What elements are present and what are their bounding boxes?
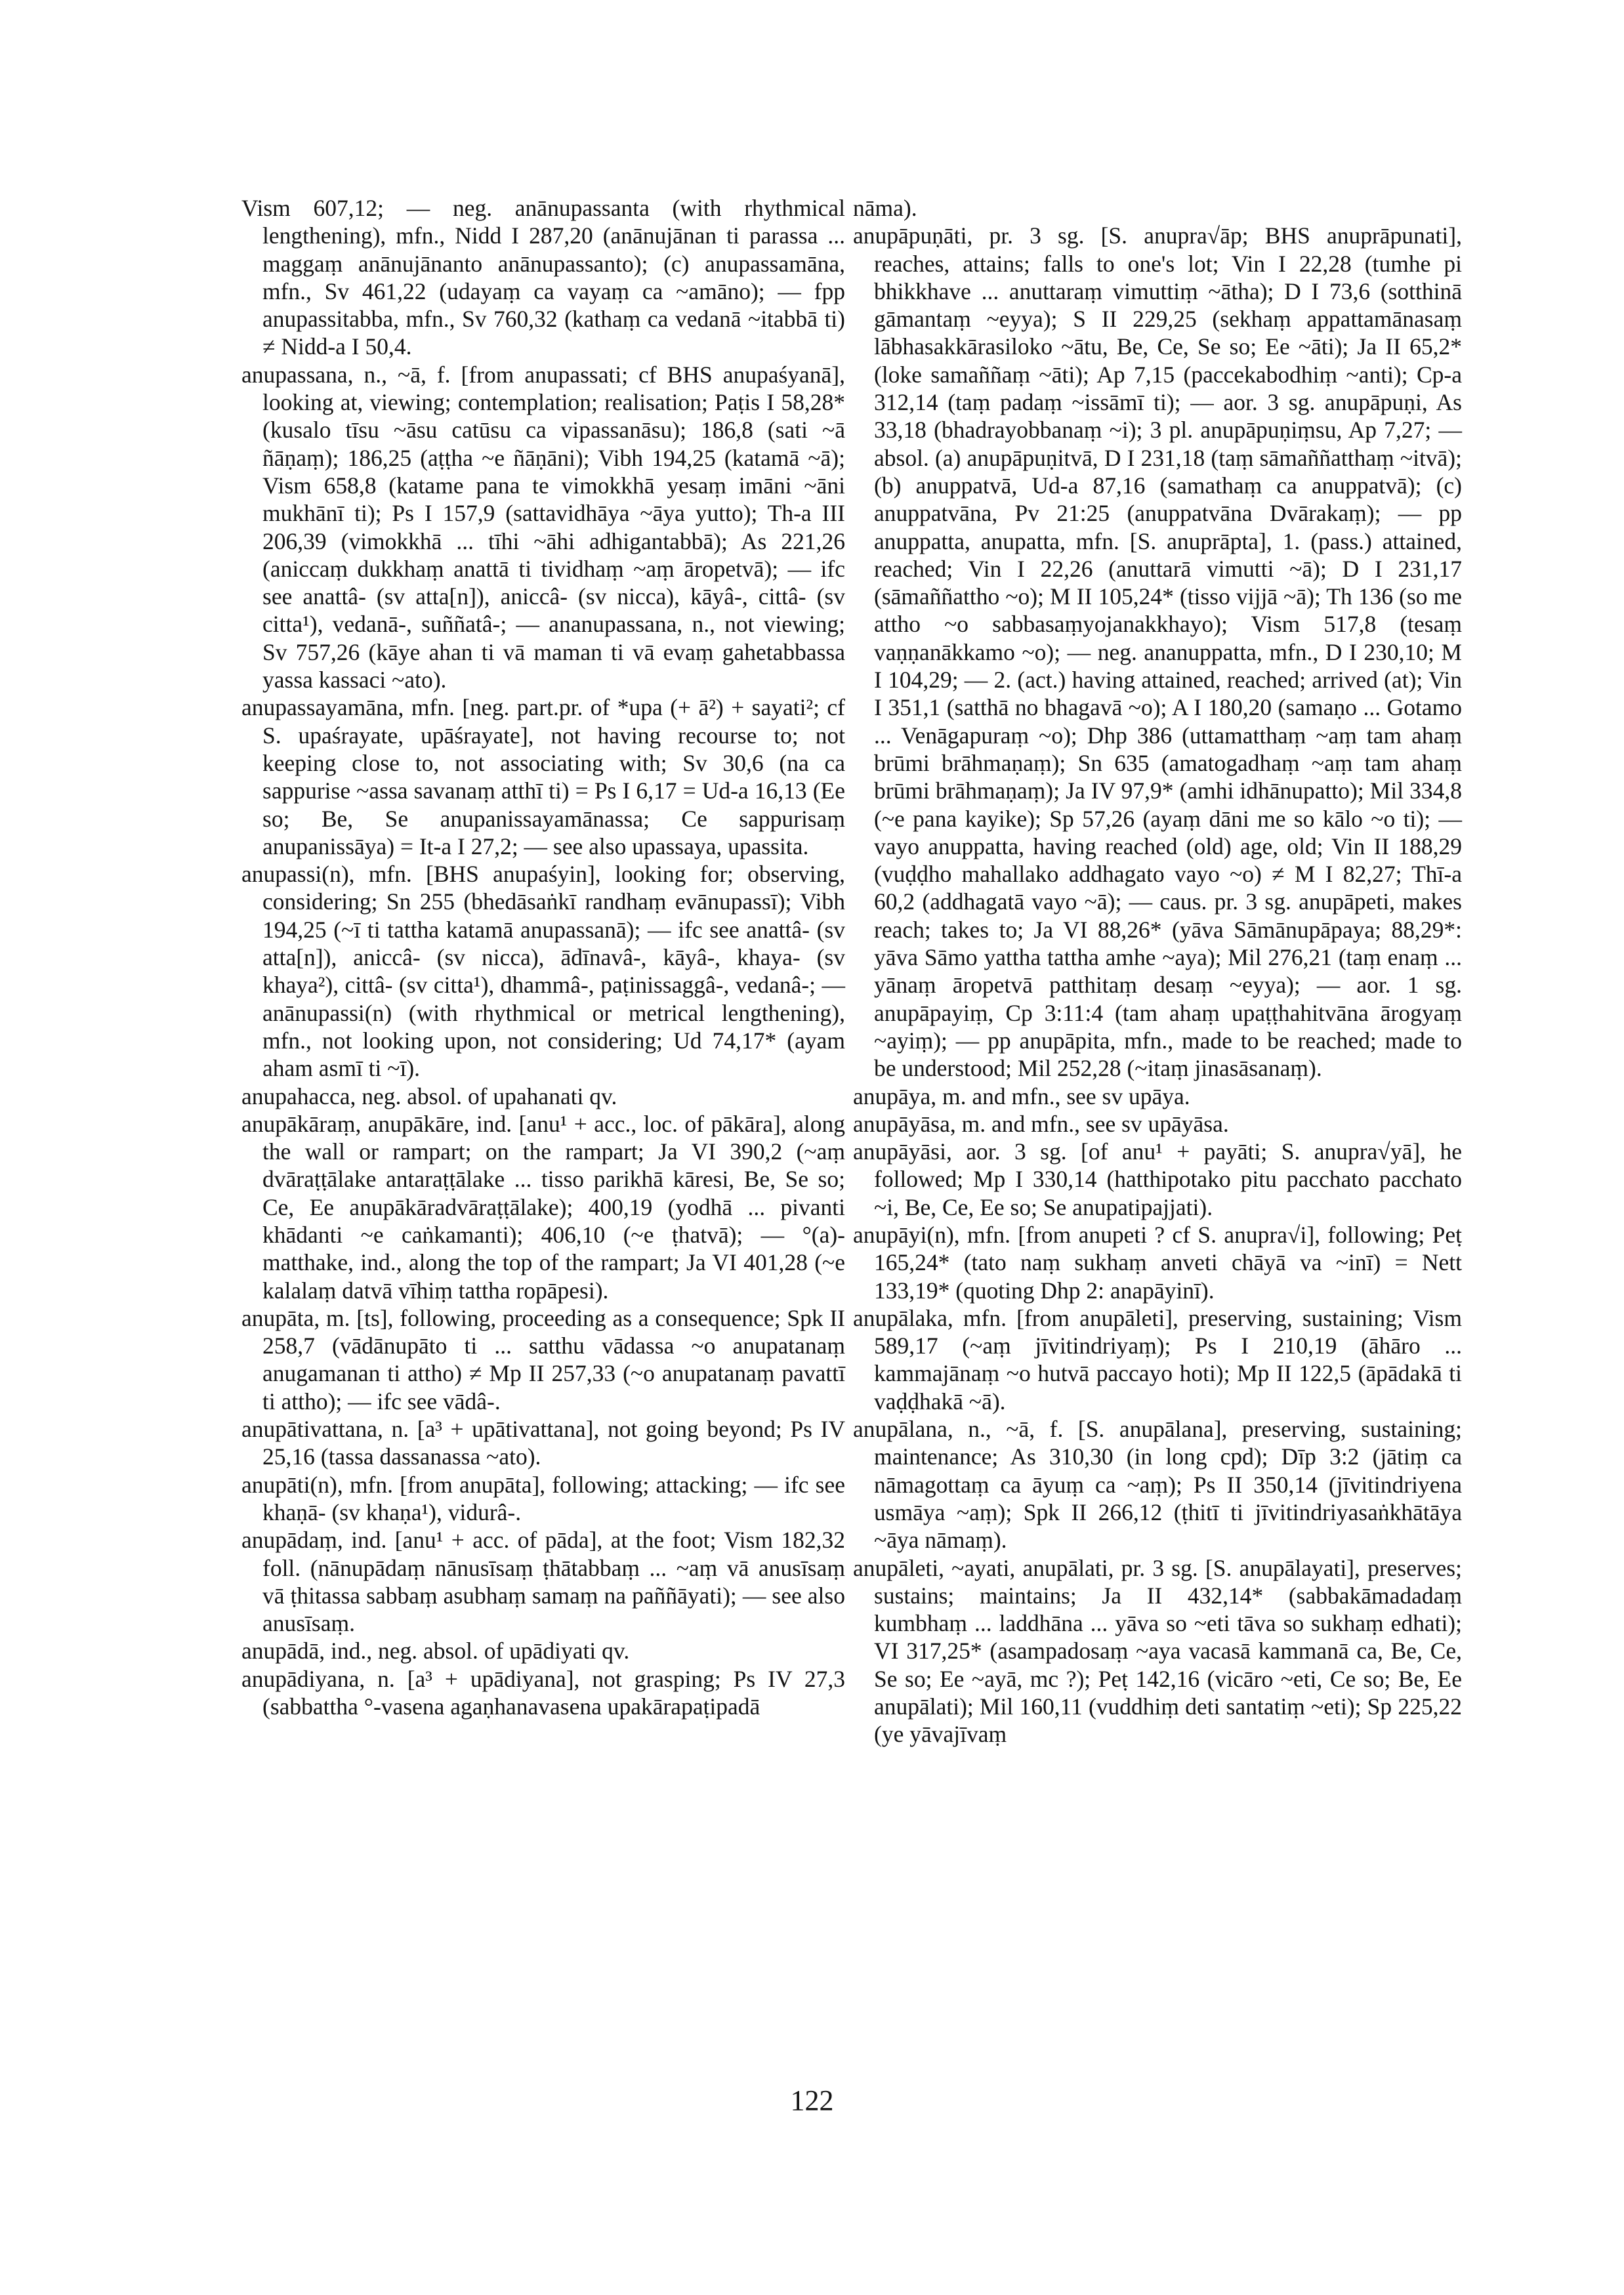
dictionary-entry: anupāta, m. [ts], following, proceeding as a consequence; Spk II 258,7 (vādānupāto ti ... satthu vādassa ~o anupatanaṃ anugamanan ti attho) ≠ Mp II 257,33 (~o anupatanaṃ pavattī ti attho); — ifc see vādâ-. bbox=[241, 1304, 845, 1415]
dictionary-entry: anupādiyana, n. [a³ + upādiyana], not grasping; Ps IV 27,3 (sabbattha °-vasena agaṇhanavasena upakārapaṭipadā bbox=[241, 1665, 845, 1720]
dictionary-entry: anupassana, n., ~ā, f. [from anupassati; cf BHS anupaśyanā], looking at, viewing; contemplation; realisation; Paṭis I 58,28* (kusalo tīsu ~āsu catūsu ca vipassanāsu); 186,8 (sati ~ā ñāṇaṃ); 186,25 (aṭṭha ~e ñāṇāni); Vibh 194,25 (katamā ~ā); Vism 658,8 (katame pana te vimokkhā yesaṃ imāni ~āni mukhānī ti); Ps I 157,9 (sattavidhāya ~āya yutto); Th-a III 206,39 (vimokkhā ... tīhi ~āhi adhigantabbā); As 221,26 (aniccaṃ dukkhaṃ anattā ti tividhaṃ ~aṃ āropetvā); — ifc see anattâ- (sv atta[n]), aniccâ- (sv nicca), kāyâ-, cittâ- (sv citta¹), vedanā-, suññatâ-; — ananupassana, n., not viewing; Sv 757,26 (kāye ahan ti vā maman ti vā evaṃ gahetabbassa yassa kassaci ~ato). bbox=[241, 361, 845, 693]
dictionary-entry: anupātivattana, n. [a³ + upātivattana], not going beyond; Ps IV 25,16 (tassa dassanassa ~ato). bbox=[241, 1416, 845, 1470]
dictionary-entry: anupākāraṃ, anupākāre, ind. [anu¹ + acc., loc. of pākāra], along the wall or rampart; on the rampart; Ja VI 390,2 (~aṃ dvāraṭṭālake antaraṭṭālake ... tisso parikhā kāresi, Be, Se so; Ce, Ee anupākāradvāraṭṭālake); 400,19 (yodhā ... pivanti khādanti ~e caṅkamanti); 406,10 (~e ṭhatvā); — °(a)-matthake, ind., along the top of the rampart; Ja VI 401,28 (~e kalalaṃ datvā vīhiṃ tattha ropāpesi). bbox=[241, 1110, 845, 1304]
dictionary-entry: anupāti(n), mfn. [from anupāta], following; attacking; — ifc see khaṇā- (sv khaṇa¹), vidurâ-. bbox=[241, 1471, 845, 1525]
dictionary-entry: anupahacca, neg. absol. of upahanati qv. bbox=[241, 1083, 617, 1109]
dictionary-entry: anupādā, ind., neg. absol. of upādiyati qv. bbox=[241, 1638, 630, 1664]
dictionary-entry: anupāpuṇāti, pr. 3 sg. [S. anupra√āp; BHS anuprāpunati], reaches, attains; falls to one's lot; Vin I 22,28 (tumhe pi bhikkhave ... anuttaraṃ vimuttiṃ ~ātha); D I 73,6 (sotthinā gāmantaṃ ~eyya); S II 229,25 (sekhaṃ appattamānasaṃ lābhasakkārasiloko ~ātu, Be, Ce, Se so; Ee ~āti); Ja II 65,2* (loke samaññaṃ ~āti); Ap 7,15 (paccekabodhiṃ ~anti); Cp-a 312,14 (taṃ padaṃ ~issāmī ti); — aor. 3 sg. anupāpuṇi, As 33,18 (bhadrayobbanaṃ ~i); 3 pl. anupāpuṇiṃsu, Ap 7,27; — absol. (a) anupāpuṇitvā, D I 231,18 (taṃ sāmaññatthaṃ ~itvā); (b) anuppatvā, Ud-a 87,16 (samathaṃ ca anuppatvā); (c) anuppatvāna, Pv 21:25 (anuppatvāna Dvārakaṃ); — pp anuppatta, anupatta, mfn. [S. anuprāpta], 1. (pass.) attained, reached; Vin I 22,26 (anuttarā vimutti ~ā); D I 231,17 (sāmaññattho ~o); M II 105,24* (tisso vijjā ~ā); Th 136 (so me attho ~o sabbasaṃyojanakkhayo); Vism 517,8 (tesaṃ vaṇṇanākkamo ~o); — neg. ananuppatta, mfn., D I 230,10; M I 104,29; — 2. (act.) having attained, reached; arrived (at); Vin I 351,1 (satthā no bhagavā ~o); A I 180,20 (samaṇo ... Gotamo ... Venāgapuraṃ ~o); Dhp 386 (uttamatthaṃ ~aṃ tam ahaṃ brūmi brāhmaṇaṃ); Sn 635 (amatogadhaṃ ~aṃ tam ahaṃ brūmi brāhmaṇaṃ); Ja IV 97,9* (amhi idhānupatto); Mil 334,8 (~e pana kayike); Sp 57,26 (ayaṃ dāni me so kālo ~o ti); — vayo anuppatta, having reached (old) age, old; Vin II 188,29 (vuḍḍho mahallako addhagato vayo ~o) ≠ M I 82,27; Thī-a 60,2 (addhagatā vayo ~ā); — caus. pr. 3 sg. anupāpeti, makes reach; takes to; Ja VI 88,26* (yāva Sāmānupāpaya; 88,29*: yāva Sāmo yattha tattha amhe ~aya); Mil 276,21 (taṃ enaṃ ... yānaṃ āropetvā patthitaṃ desaṃ ~eyya); — aor. 1 sg. anupāpayiṃ, Cp 3:11:4 (tam ahaṃ upaṭṭhahitvāna ārogyaṃ ~ayiṃ); — pp anupāpita, mfn., made to be reached; made to be understood; Mil 252,28 (~itaṃ jinasāsanaṃ). bbox=[853, 222, 1462, 1082]
dictionary-entry: anupādaṃ, ind. [anu¹ + acc. of pāda], at the foot; Vism 182,32 foll. (nānupādaṃ nānusīsaṃ ṭhātabbaṃ ... ~aṃ vā anusīsaṃ vā ṭhitassa sabbaṃ asubhaṃ samaṃ na paññāyati); — see also anusīsaṃ. bbox=[241, 1527, 845, 1637]
dictionary-entry: anupassi(n), mfn. [BHS anupaśyin], looking for; observing, considering; Sn 255 (bhedāsaṅkī randhaṃ evānupassī); Vibh 194,25 (~ī ti tattha katamā anupassanā); — ifc see anattâ- (sv atta[n]), aniccâ- (sv nicca), ādīnavâ-, kāyâ-, khaya- (sv khaya²), cittâ- (sv citta¹), dhammâ-, paṭinissaggâ-, vedanâ-; — anānupassi(n) (with rhythmical or metrical lengthening), mfn., not looking upon, not considering; Ud 74,17* (ayam aham asmī ti ~ī). bbox=[241, 861, 845, 1082]
right-column bbox=[853, 194, 1462, 1748]
dictionary-entry: Vism 607,12; — neg. anānupassanta (with rhythmical lengthening), mfn., Nidd I 287,20 (anānujānan ti parassa ... maggaṃ anānujānanto anānupassanto); (c) anupassamāna, mfn., Sv 461,22 (udayaṃ ca vayaṃ ca ~amāno); — fpp anupassitabba, mfn., Sv 760,32 (kathaṃ ca vedanā ~itabbā ti) ≠ Nidd-a I 50,4. bbox=[241, 195, 845, 360]
dictionary-entry: anupālaka, mfn. [from anupāleti], preserving, sustaining; Vism 589,17 (~aṃ jīvitindriyaṃ); Ps I 210,19 (āhāro ... kammajānaṃ ~o hutvā paccayo hoti); Mp II 122,5 (āpādakā ti vaḍḍhakā ~ā). bbox=[853, 1304, 1462, 1415]
dictionary-entry: anupālana, n., ~ā, f. [S. anupālana], preserving, sustaining; maintenance; As 310,30 (in long cpd); Dīp 3:2 (jātiṃ ca nāmagottaṃ ca āyuṃ ca ~aṃ); Ps II 350,14 (jīvitindriyena usmāya ~aṃ); Spk II 266,12 (ṭhitī ti jīvitindriyasaṅkhātāya ~āya nāmaṃ). bbox=[853, 1416, 1462, 1554]
dictionary-entry: anupāyāsa, m. and mfn., see sv upāyāsa. bbox=[853, 1110, 1229, 1137]
dictionary-entry: anupāyi(n), mfn. [from anupeti ? cf S. anupra√i], following; Peṭ 165,24* (tato naṃ sukhaṃ anveti chāyā va ~inī) = Nett 133,19* (quoting Dhp 2: anapāyinī). bbox=[853, 1221, 1462, 1304]
dictionary-entry: anupāyāsi, aor. 3 sg. [of anu¹ + payāti; S. anupra√yā], he followed; Mp I 330,14 (hatthipotako pitu pacchato pacchato ~i, Be, Ce, Ee so; Se anupatipajjati). bbox=[853, 1138, 1462, 1220]
dictionary-entry: nāma). bbox=[853, 195, 917, 221]
dictionary-entry: anupāya, m. and mfn., see sv upāya. bbox=[853, 1083, 1190, 1109]
dictionary-entry: anupassayamāna, mfn. [neg. part.pr. of *upa (+ ā²) + sayati²; cf S. upaśrayate, upāśrayate], not having recourse to; not keeping close to, not associating with; Sv 30,6 (na ca sappurise ~assa savanaṃ atthī ti) = Ps I 6,17 = Ud-a 16,13 (Ee so; Be, Se anupanissayamānassa; Ce sappurisaṃ anupanissāya) = It-a I 27,2; — see also upassaya, upassita. bbox=[241, 694, 845, 859]
left-column bbox=[241, 194, 845, 1720]
page-number: 122 bbox=[790, 2084, 834, 2117]
dictionary-entry: anupāleti, ~ayati, anupālati, pr. 3 sg. [S. anupālayati], preserves; sustains; maintains; Ja II 432,14* (sabbakāmadadaṃ kumbhaṃ ... laddhāna ... yāva so ~eti tāva so sukhaṃ edhati); VI 317,25* (asampadosaṃ ~aya vacasā kammanā ca, Be, Ce, Se so; Ee ~ayā, mc ?); Peṭ 142,16 (vicāro ~eti, Ce so; Be, Ee anupālati); Mil 160,11 (vuddhiṃ deti santatiṃ ~eti); Sp 225,22 (ye yāvajīvaṃ bbox=[853, 1554, 1462, 1748]
